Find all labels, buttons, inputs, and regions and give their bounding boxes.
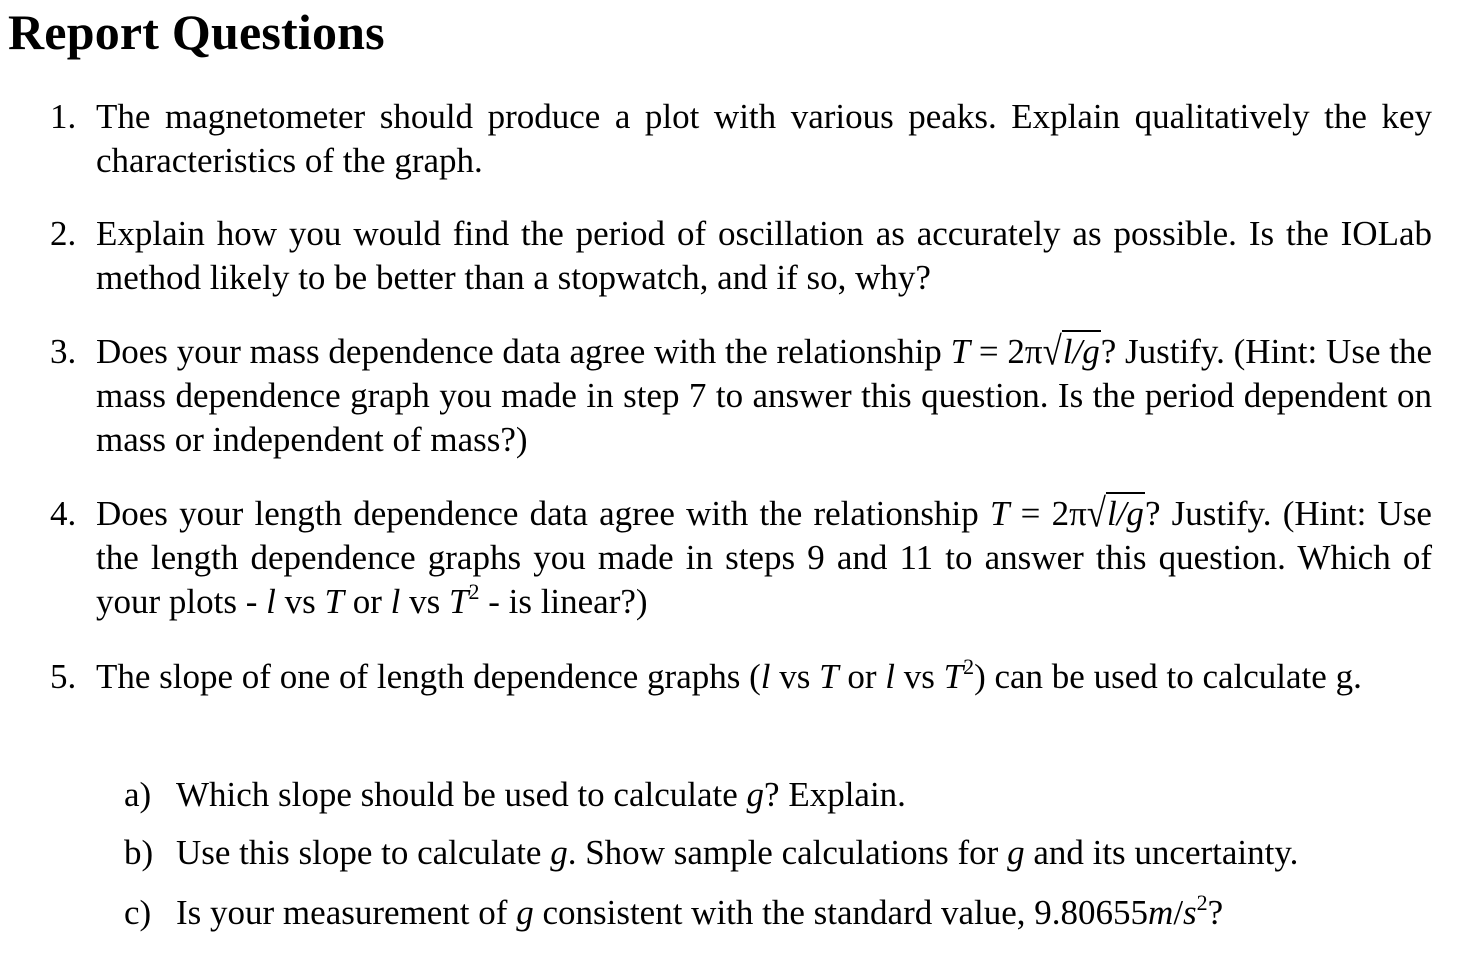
math-var-l: l xyxy=(885,657,895,696)
sqrt-expression xyxy=(1042,329,1101,374)
exponent: 2 xyxy=(1196,890,1208,915)
question-number: 3. xyxy=(50,332,77,371)
math-var-T: T xyxy=(448,582,469,621)
exponent: 2 xyxy=(963,654,975,679)
question-text-end: - is linear?) xyxy=(488,582,648,621)
unit-slash: / xyxy=(1173,893,1184,932)
math-var-T: T xyxy=(324,582,344,621)
text-vs: vs xyxy=(284,582,316,621)
question-number: 4. xyxy=(50,494,77,533)
math-var-T: T xyxy=(943,657,964,696)
subquestion-b xyxy=(124,831,1432,875)
subquestion-text-mid: consistent with the standard value, 9.80655 xyxy=(542,893,1149,932)
text-vs: vs xyxy=(903,657,935,696)
question-4 xyxy=(50,492,1432,624)
subquestion-a xyxy=(124,773,1432,817)
page-title: Report Questions xyxy=(8,4,385,60)
question-text-post: ? Justify. (Hint: Use the mass dependence graph you made in step 7 to answer this question. Is the period dependent on mass or independent of mass?) xyxy=(96,332,1433,459)
text-vs: vs xyxy=(779,657,811,696)
subquestion-text xyxy=(176,773,1432,817)
question-text-pre: Does your mass dependence data agree with the relationship xyxy=(96,332,942,371)
math-equals: = 2π xyxy=(978,332,1043,371)
subquestion-label: a) xyxy=(124,775,152,814)
math-var-T: T xyxy=(989,494,1010,533)
question-text-pre: The slope of one of length dependence graphs ( xyxy=(96,657,761,696)
math-var-l: l xyxy=(266,582,276,621)
subquestion-text-pre: Which slope should be used to calculate xyxy=(176,775,738,814)
math-var-g: g xyxy=(1007,833,1025,872)
subquestion-label: b) xyxy=(124,833,154,872)
math-var-g: g xyxy=(550,833,568,872)
question-number: 1. xyxy=(50,97,77,136)
radical-sign: √ xyxy=(1086,491,1106,536)
subquestion-text-mid: . Show sample calculations for xyxy=(567,833,999,872)
question-text-pre: Does your length dependence data agree with the relationship xyxy=(96,494,979,533)
text-or: or xyxy=(352,582,382,621)
sqrt-expression xyxy=(1086,491,1145,536)
question-1 xyxy=(50,95,1432,183)
subquestion-text-pre: Use this slope to calculate xyxy=(176,833,542,872)
math-var-g: g xyxy=(516,893,534,932)
radical-sign: √ xyxy=(1042,329,1062,374)
question-5 xyxy=(50,655,1432,699)
exponent: 2 xyxy=(468,579,480,604)
math-var-l: l xyxy=(760,657,771,696)
question-text-post: ? Justify. (Hint: Use the length dependence graphs you made in steps 9 and 11 to answer this question. Which of your plots - xyxy=(96,494,1432,621)
unit-s: s xyxy=(1183,893,1197,932)
math-var-T: T xyxy=(819,657,839,696)
question-number: 2. xyxy=(50,214,77,253)
question-number: 5. xyxy=(50,657,77,696)
subquestion-text-post: ? xyxy=(1207,893,1224,932)
question-3 xyxy=(50,330,1432,462)
question-2 xyxy=(50,212,1432,300)
question-text xyxy=(96,330,1432,462)
question-text-post: ) can be used to calculate g. xyxy=(974,657,1362,696)
text-or: or xyxy=(847,657,877,696)
math-var-T: T xyxy=(950,332,971,371)
question-text: Explain how you would find the period of oscillation as accurately as possible. Is the IOLab method likely to be better than a stopwatch, and if so, why? xyxy=(96,214,1432,297)
text-vs: vs xyxy=(409,582,441,621)
math-var-g: g xyxy=(746,775,765,814)
radicand: l/g xyxy=(1106,494,1144,533)
question-text xyxy=(96,492,1432,624)
subquestion-text-post: and its uncertainty. xyxy=(1033,833,1299,872)
math-var-l: l xyxy=(390,582,401,621)
subquestion-text xyxy=(176,831,1432,875)
unit-m: m xyxy=(1148,893,1174,932)
subquestion-label: c) xyxy=(124,893,152,932)
subquestion-text xyxy=(176,891,1432,935)
question-text xyxy=(96,655,1432,699)
question-text: The magnetometer should produce a plot with various peaks. Explain qualitatively the key characteristics of the graph. xyxy=(96,97,1432,180)
math-equals: = 2π xyxy=(1020,494,1087,533)
radicand: l/g xyxy=(1062,332,1100,371)
subquestion-text-post: ? Explain. xyxy=(764,775,906,814)
subquestion-text-pre: Is your measurement of xyxy=(176,893,508,932)
subquestion-c xyxy=(124,891,1432,935)
